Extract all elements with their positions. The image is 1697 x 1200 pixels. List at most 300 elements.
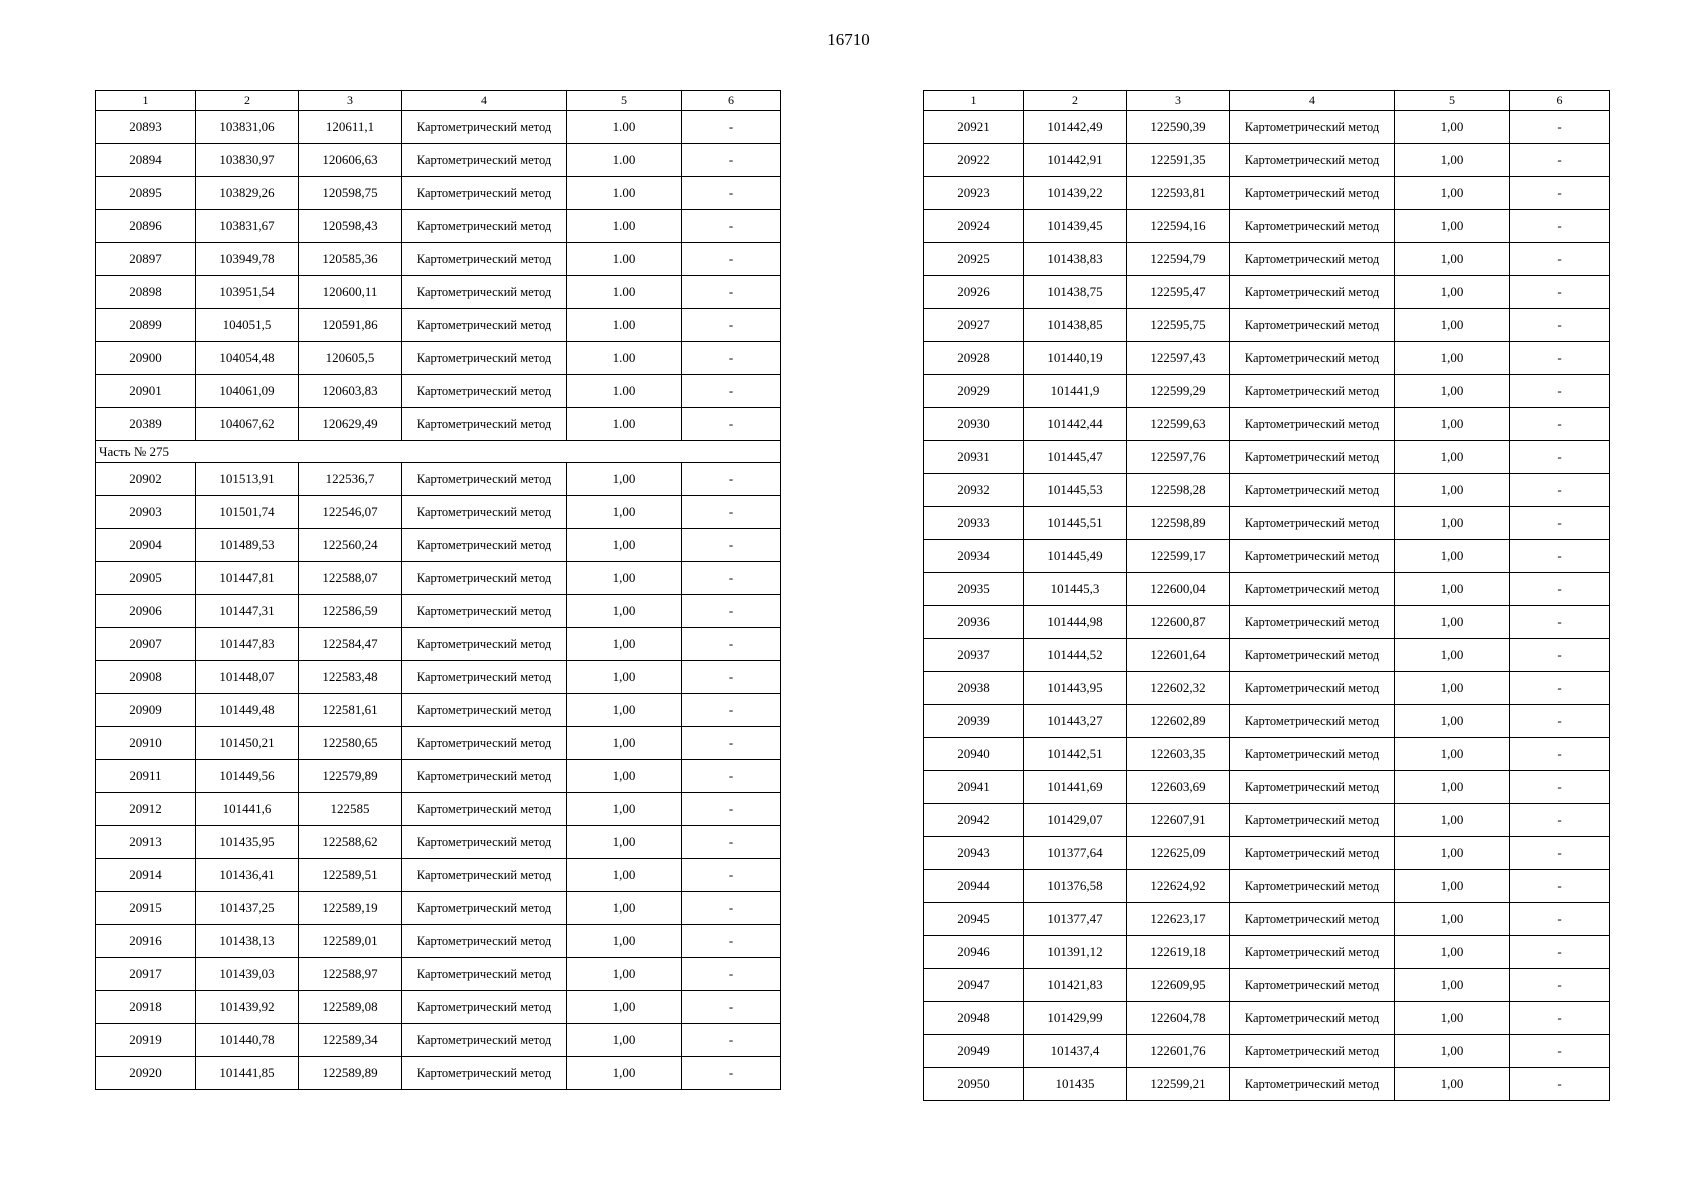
point-number-cell: 20904 — [96, 529, 196, 562]
x-coordinate-cell: 101439,22 — [1024, 177, 1127, 210]
y-coordinate-cell: 120591,86 — [299, 309, 402, 342]
method-cell: Картометрический метод — [402, 243, 567, 276]
accuracy-cell: 1.00 — [567, 342, 682, 375]
point-number-cell: 20923 — [924, 177, 1024, 210]
table-row — [96, 342, 781, 375]
accuracy-cell: 1,00 — [567, 463, 682, 496]
y-coordinate-cell: 122579,89 — [299, 760, 402, 793]
method-cell: Картометрический метод — [402, 342, 567, 375]
x-coordinate-cell: 101445,3 — [1024, 573, 1127, 606]
y-coordinate-cell: 122597,76 — [1127, 441, 1230, 474]
method-cell: Картометрический метод — [1230, 276, 1395, 309]
x-coordinate-cell: 101439,45 — [1024, 210, 1127, 243]
table-row — [96, 727, 781, 760]
point-number-cell: 20900 — [96, 342, 196, 375]
method-cell: Картометрический метод — [1230, 1002, 1395, 1035]
description-cell: - — [1510, 243, 1610, 276]
description-cell: - — [682, 925, 781, 958]
description-cell: - — [682, 1057, 781, 1090]
table-row — [96, 661, 781, 694]
description-cell: - — [1510, 837, 1610, 870]
x-coordinate-cell: 101447,81 — [196, 562, 299, 595]
accuracy-cell: 1,00 — [567, 562, 682, 595]
method-cell: Картометрический метод — [1230, 474, 1395, 507]
accuracy-cell: 1.00 — [567, 144, 682, 177]
x-coordinate-cell: 101447,31 — [196, 595, 299, 628]
accuracy-cell: 1,00 — [1395, 705, 1510, 738]
y-coordinate-cell: 122590,39 — [1127, 111, 1230, 144]
accuracy-cell: 1,00 — [567, 958, 682, 991]
method-cell: Картометрический метод — [1230, 1035, 1395, 1068]
x-coordinate-cell: 101391,12 — [1024, 936, 1127, 969]
table-row — [924, 936, 1610, 969]
description-cell: - — [682, 496, 781, 529]
x-coordinate-cell: 101438,75 — [1024, 276, 1127, 309]
y-coordinate-cell: 122602,89 — [1127, 705, 1230, 738]
table-row — [96, 595, 781, 628]
x-coordinate-cell: 101437,4 — [1024, 1035, 1127, 1068]
point-number-cell: 20902 — [96, 463, 196, 496]
point-number-cell: 20913 — [96, 826, 196, 859]
table-row — [96, 496, 781, 529]
description-cell: - — [682, 628, 781, 661]
point-number-cell: 20941 — [924, 771, 1024, 804]
table-row — [96, 694, 781, 727]
method-cell: Картометрический метод — [402, 210, 567, 243]
accuracy-cell: 1,00 — [567, 727, 682, 760]
method-cell: Картометрический метод — [1230, 771, 1395, 804]
description-cell: - — [682, 243, 781, 276]
description-cell: - — [682, 375, 781, 408]
table-row — [924, 903, 1610, 936]
method-cell: Картометрический метод — [1230, 507, 1395, 540]
description-cell: - — [1510, 540, 1610, 573]
method-cell: Картометрический метод — [402, 529, 567, 562]
point-number-cell: 20926 — [924, 276, 1024, 309]
method-cell: Картометрический метод — [402, 628, 567, 661]
x-coordinate-cell: 101440,78 — [196, 1024, 299, 1057]
table-row — [924, 507, 1610, 540]
y-coordinate-cell: 120603,83 — [299, 375, 402, 408]
point-number-cell: 20906 — [96, 595, 196, 628]
accuracy-cell: 1,00 — [1395, 408, 1510, 441]
point-number-cell: 20893 — [96, 111, 196, 144]
y-coordinate-cell: 120629,49 — [299, 408, 402, 441]
table-row — [924, 111, 1610, 144]
y-coordinate-cell: 122589,34 — [299, 1024, 402, 1057]
method-cell: Картометрический метод — [402, 111, 567, 144]
accuracy-cell: 1,00 — [567, 892, 682, 925]
description-cell: - — [682, 661, 781, 694]
accuracy-cell: 1,00 — [567, 925, 682, 958]
table-row — [96, 958, 781, 991]
description-cell: - — [682, 177, 781, 210]
accuracy-cell: 1,00 — [1395, 606, 1510, 639]
table-row — [924, 243, 1610, 276]
y-coordinate-cell: 122589,89 — [299, 1057, 402, 1090]
method-cell: Картометрический метод — [402, 496, 567, 529]
y-coordinate-cell: 122581,61 — [299, 694, 402, 727]
method-cell: Картометрический метод — [1230, 408, 1395, 441]
table-body — [96, 111, 781, 1090]
table-row — [96, 892, 781, 925]
point-number-cell: 20930 — [924, 408, 1024, 441]
x-coordinate-cell: 101441,69 — [1024, 771, 1127, 804]
point-number-cell: 20905 — [96, 562, 196, 595]
method-cell: Картометрический метод — [402, 859, 567, 892]
column-header: 2 — [1024, 91, 1127, 111]
description-cell: - — [682, 958, 781, 991]
point-number-cell: 20946 — [924, 936, 1024, 969]
x-coordinate-cell: 101445,49 — [1024, 540, 1127, 573]
x-coordinate-cell: 104054,48 — [196, 342, 299, 375]
accuracy-cell: 1.00 — [567, 111, 682, 144]
column-header: 3 — [299, 91, 402, 111]
x-coordinate-cell: 101444,52 — [1024, 639, 1127, 672]
description-cell: - — [682, 342, 781, 375]
table-row — [924, 1002, 1610, 1035]
x-coordinate-cell: 101438,85 — [1024, 309, 1127, 342]
accuracy-cell: 1,00 — [1395, 771, 1510, 804]
point-number-cell: 20907 — [96, 628, 196, 661]
table-row — [96, 375, 781, 408]
accuracy-cell: 1,00 — [1395, 804, 1510, 837]
x-coordinate-cell: 101429,99 — [1024, 1002, 1127, 1035]
point-number-cell: 20943 — [924, 837, 1024, 870]
y-coordinate-cell: 122588,07 — [299, 562, 402, 595]
point-number-cell: 20910 — [96, 727, 196, 760]
method-cell: Картометрический метод — [402, 694, 567, 727]
table-row — [96, 210, 781, 243]
method-cell: Картометрический метод — [402, 793, 567, 826]
y-coordinate-cell: 122602,32 — [1127, 672, 1230, 705]
table-row — [924, 276, 1610, 309]
x-coordinate-cell: 101443,95 — [1024, 672, 1127, 705]
y-coordinate-cell: 122607,91 — [1127, 804, 1230, 837]
point-number-cell: 20942 — [924, 804, 1024, 837]
description-cell: - — [682, 760, 781, 793]
method-cell: Картометрический метод — [1230, 342, 1395, 375]
description-cell: - — [1510, 738, 1610, 771]
accuracy-cell: 1.00 — [567, 177, 682, 210]
y-coordinate-cell: 122625,09 — [1127, 837, 1230, 870]
x-coordinate-cell: 104067,62 — [196, 408, 299, 441]
point-number-cell: 20933 — [924, 507, 1024, 540]
column-header: 2 — [196, 91, 299, 111]
table-row — [924, 771, 1610, 804]
table-header — [924, 91, 1610, 111]
accuracy-cell: 1,00 — [1395, 738, 1510, 771]
description-cell: - — [1510, 342, 1610, 375]
part-heading: Часть № 275 — [96, 441, 781, 463]
method-cell: Картометрический метод — [402, 958, 567, 991]
x-coordinate-cell: 101489,53 — [196, 529, 299, 562]
table-row — [924, 177, 1610, 210]
point-number-cell: 20924 — [924, 210, 1024, 243]
x-coordinate-cell: 101438,83 — [1024, 243, 1127, 276]
accuracy-cell: 1,00 — [567, 1057, 682, 1090]
point-number-cell: 20920 — [96, 1057, 196, 1090]
x-coordinate-cell: 101442,44 — [1024, 408, 1127, 441]
accuracy-cell: 1.00 — [567, 375, 682, 408]
y-coordinate-cell: 122599,29 — [1127, 375, 1230, 408]
description-cell: - — [1510, 276, 1610, 309]
description-cell: - — [1510, 177, 1610, 210]
x-coordinate-cell: 101377,64 — [1024, 837, 1127, 870]
description-cell: - — [1510, 903, 1610, 936]
description-cell: - — [682, 595, 781, 628]
y-coordinate-cell: 122589,08 — [299, 991, 402, 1024]
y-coordinate-cell: 120605,5 — [299, 342, 402, 375]
table-header — [96, 91, 781, 111]
table-row — [96, 144, 781, 177]
method-cell: Картометрический метод — [1230, 441, 1395, 474]
y-coordinate-cell: 122600,04 — [1127, 573, 1230, 606]
point-number-cell: 20898 — [96, 276, 196, 309]
table-row — [96, 991, 781, 1024]
table-row — [96, 111, 781, 144]
method-cell: Картометрический метод — [402, 661, 567, 694]
method-cell: Картометрический метод — [402, 309, 567, 342]
method-cell: Картометрический метод — [1230, 639, 1395, 672]
point-number-cell: 20935 — [924, 573, 1024, 606]
y-coordinate-cell: 122591,35 — [1127, 144, 1230, 177]
method-cell: Картометрический метод — [402, 375, 567, 408]
table-row — [924, 441, 1610, 474]
y-coordinate-cell: 122594,79 — [1127, 243, 1230, 276]
table-row — [924, 804, 1610, 837]
y-coordinate-cell: 120585,36 — [299, 243, 402, 276]
x-coordinate-cell: 101435,95 — [196, 826, 299, 859]
accuracy-cell: 1.00 — [567, 309, 682, 342]
point-number-cell: 20916 — [96, 925, 196, 958]
description-cell: - — [1510, 441, 1610, 474]
point-number-cell: 20932 — [924, 474, 1024, 507]
method-cell: Картометрический метод — [402, 1024, 567, 1057]
description-cell: - — [1510, 969, 1610, 1002]
point-number-cell: 20945 — [924, 903, 1024, 936]
point-number-cell: 20912 — [96, 793, 196, 826]
method-cell: Картометрический метод — [402, 925, 567, 958]
point-number-cell: 20939 — [924, 705, 1024, 738]
table-row — [96, 529, 781, 562]
method-cell: Картометрический метод — [1230, 375, 1395, 408]
description-cell: - — [682, 276, 781, 309]
y-coordinate-cell: 120611,1 — [299, 111, 402, 144]
point-number-cell: 20895 — [96, 177, 196, 210]
table-row — [924, 969, 1610, 1002]
method-cell: Картометрический метод — [1230, 705, 1395, 738]
accuracy-cell: 1,00 — [1395, 639, 1510, 672]
accuracy-cell: 1,00 — [1395, 474, 1510, 507]
point-number-cell: 20936 — [924, 606, 1024, 639]
description-cell: - — [682, 859, 781, 892]
description-cell: - — [1510, 804, 1610, 837]
table-row — [96, 925, 781, 958]
method-cell: Картометрический метод — [1230, 870, 1395, 903]
table-row — [924, 408, 1610, 441]
accuracy-cell: 1,00 — [567, 793, 682, 826]
description-cell: - — [682, 408, 781, 441]
method-cell: Картометрический метод — [1230, 177, 1395, 210]
description-cell: - — [682, 463, 781, 496]
accuracy-cell: 1,00 — [567, 628, 682, 661]
y-coordinate-cell: 122595,75 — [1127, 309, 1230, 342]
point-number-cell: 20950 — [924, 1068, 1024, 1101]
point-number-cell: 20921 — [924, 111, 1024, 144]
description-cell: - — [1510, 771, 1610, 804]
x-coordinate-cell: 103831,06 — [196, 111, 299, 144]
description-cell: - — [682, 111, 781, 144]
y-coordinate-cell: 122623,17 — [1127, 903, 1230, 936]
description-cell: - — [682, 529, 781, 562]
method-cell: Картометрический метод — [1230, 606, 1395, 639]
description-cell: - — [682, 1024, 781, 1057]
description-cell: - — [682, 309, 781, 342]
table-row — [96, 760, 781, 793]
description-cell: - — [1510, 474, 1610, 507]
x-coordinate-cell: 101445,51 — [1024, 507, 1127, 540]
accuracy-cell: 1,00 — [1395, 936, 1510, 969]
point-number-cell: 20914 — [96, 859, 196, 892]
method-cell: Картометрический метод — [402, 727, 567, 760]
accuracy-cell: 1,00 — [1395, 210, 1510, 243]
x-coordinate-cell: 101444,98 — [1024, 606, 1127, 639]
description-cell: - — [1510, 408, 1610, 441]
x-coordinate-cell: 103830,97 — [196, 144, 299, 177]
description-cell: - — [682, 826, 781, 859]
description-cell: - — [1510, 507, 1610, 540]
accuracy-cell: 1,00 — [567, 1024, 682, 1057]
x-coordinate-cell: 101440,19 — [1024, 342, 1127, 375]
point-number-cell: 20934 — [924, 540, 1024, 573]
y-coordinate-cell: 120598,43 — [299, 210, 402, 243]
point-number-cell: 20931 — [924, 441, 1024, 474]
description-cell: - — [682, 694, 781, 727]
description-cell: - — [682, 562, 781, 595]
table-row — [924, 573, 1610, 606]
x-coordinate-cell: 101436,41 — [196, 859, 299, 892]
point-number-cell: 20940 — [924, 738, 1024, 771]
description-cell: - — [1510, 1035, 1610, 1068]
point-number-cell: 20929 — [924, 375, 1024, 408]
point-number-cell: 20918 — [96, 991, 196, 1024]
description-cell: - — [1510, 375, 1610, 408]
x-coordinate-cell: 101442,51 — [1024, 738, 1127, 771]
description-cell: - — [1510, 705, 1610, 738]
x-coordinate-cell: 103951,54 — [196, 276, 299, 309]
table-row — [924, 1068, 1610, 1101]
y-coordinate-cell: 122597,43 — [1127, 342, 1230, 375]
x-coordinate-cell: 101445,53 — [1024, 474, 1127, 507]
table-row — [924, 705, 1610, 738]
x-coordinate-cell: 101421,83 — [1024, 969, 1127, 1002]
description-cell: - — [1510, 111, 1610, 144]
y-coordinate-cell: 122599,63 — [1127, 408, 1230, 441]
method-cell: Картометрический метод — [1230, 969, 1395, 1002]
table-row — [96, 309, 781, 342]
x-coordinate-cell: 101449,48 — [196, 694, 299, 727]
description-cell: - — [1510, 639, 1610, 672]
method-cell: Картометрический метод — [402, 463, 567, 496]
x-coordinate-cell: 101441,85 — [196, 1057, 299, 1090]
description-cell: - — [1510, 1068, 1610, 1101]
method-cell: Картометрический метод — [402, 595, 567, 628]
x-coordinate-cell: 101439,03 — [196, 958, 299, 991]
accuracy-cell: 1,00 — [567, 661, 682, 694]
point-number-cell: 20897 — [96, 243, 196, 276]
accuracy-cell: 1,00 — [1395, 672, 1510, 705]
description-cell: - — [1510, 1002, 1610, 1035]
point-number-cell: 20925 — [924, 243, 1024, 276]
y-coordinate-cell: 122603,35 — [1127, 738, 1230, 771]
point-number-cell: 20949 — [924, 1035, 1024, 1068]
point-number-cell: 20911 — [96, 760, 196, 793]
part-heading-row — [96, 441, 781, 463]
method-cell: Картометрический метод — [402, 562, 567, 595]
method-cell: Картометрический метод — [1230, 540, 1395, 573]
point-number-cell: 20908 — [96, 661, 196, 694]
point-number-cell: 20909 — [96, 694, 196, 727]
table-row — [924, 375, 1610, 408]
x-coordinate-cell: 101437,25 — [196, 892, 299, 925]
method-cell: Картометрический метод — [1230, 243, 1395, 276]
accuracy-cell: 1,00 — [1395, 1002, 1510, 1035]
y-coordinate-cell: 122585 — [299, 793, 402, 826]
table-row — [924, 144, 1610, 177]
description-cell: - — [1510, 144, 1610, 177]
accuracy-cell: 1,00 — [1395, 375, 1510, 408]
method-cell: Картометрический метод — [402, 892, 567, 925]
table-row — [924, 738, 1610, 771]
y-coordinate-cell: 122601,76 — [1127, 1035, 1230, 1068]
x-coordinate-cell: 101439,92 — [196, 991, 299, 1024]
method-cell: Картометрический метод — [402, 177, 567, 210]
method-cell: Картометрический метод — [1230, 837, 1395, 870]
x-coordinate-cell: 104051,5 — [196, 309, 299, 342]
accuracy-cell: 1,00 — [567, 496, 682, 529]
y-coordinate-cell: 122599,21 — [1127, 1068, 1230, 1101]
x-coordinate-cell: 101441,6 — [196, 793, 299, 826]
x-coordinate-cell: 101429,07 — [1024, 804, 1127, 837]
accuracy-cell: 1,00 — [1395, 969, 1510, 1002]
column-header: 4 — [402, 91, 567, 111]
y-coordinate-cell: 122598,89 — [1127, 507, 1230, 540]
accuracy-cell: 1,00 — [1395, 441, 1510, 474]
description-cell: - — [1510, 606, 1610, 639]
column-header: 1 — [924, 91, 1024, 111]
accuracy-cell: 1,00 — [567, 595, 682, 628]
x-coordinate-cell: 101442,49 — [1024, 111, 1127, 144]
method-cell: Картометрический метод — [402, 826, 567, 859]
y-coordinate-cell: 122601,64 — [1127, 639, 1230, 672]
y-coordinate-cell: 122583,48 — [299, 661, 402, 694]
table-row — [96, 243, 781, 276]
table-row — [96, 177, 781, 210]
method-cell: Картометрический метод — [402, 1057, 567, 1090]
column-header: 5 — [1395, 91, 1510, 111]
table-row — [924, 540, 1610, 573]
x-coordinate-cell: 101442,91 — [1024, 144, 1127, 177]
accuracy-cell: 1.00 — [567, 210, 682, 243]
accuracy-cell: 1,00 — [1395, 342, 1510, 375]
y-coordinate-cell: 120598,75 — [299, 177, 402, 210]
y-coordinate-cell: 120606,63 — [299, 144, 402, 177]
y-coordinate-cell: 122589,19 — [299, 892, 402, 925]
point-number-cell: 20944 — [924, 870, 1024, 903]
accuracy-cell: 1,00 — [1395, 276, 1510, 309]
y-coordinate-cell: 122580,65 — [299, 727, 402, 760]
